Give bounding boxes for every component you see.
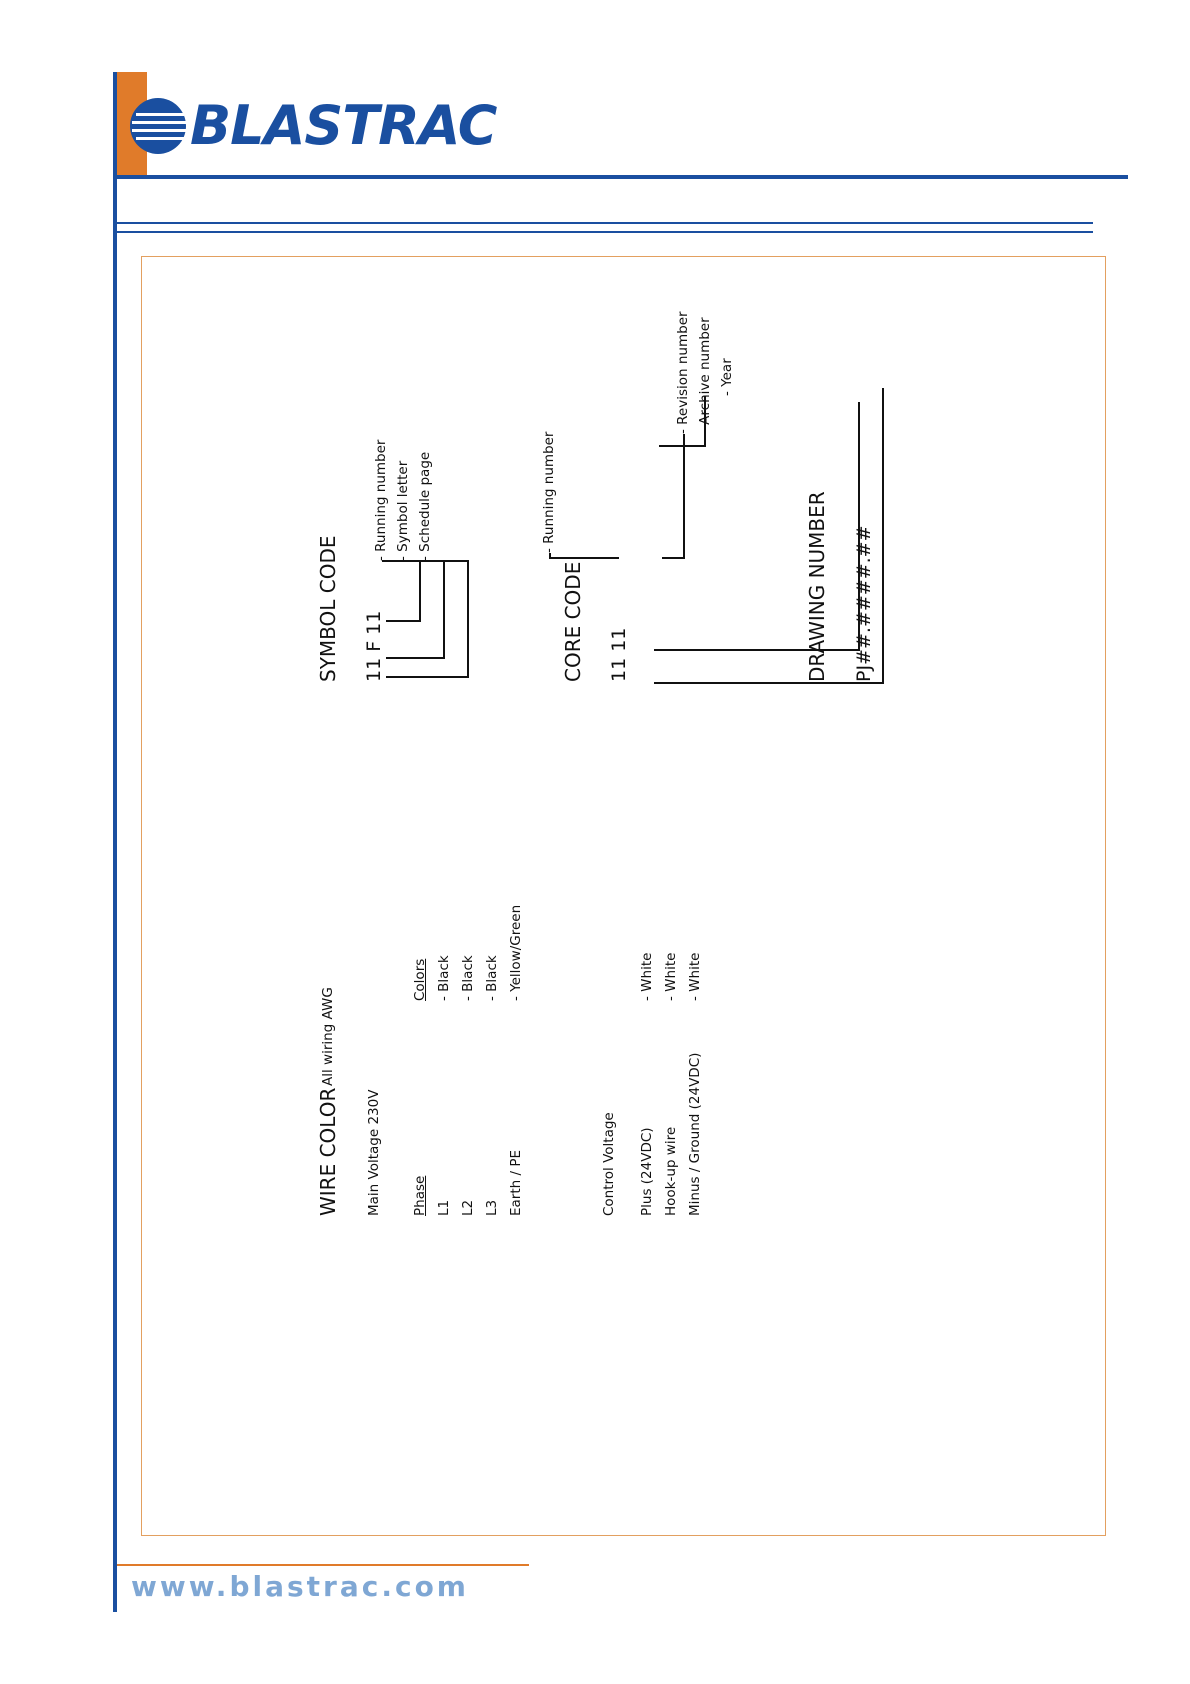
- symbol-code-leader-lines: [141, 256, 1106, 1536]
- color-earth: - Yellow/Green: [508, 904, 524, 1001]
- phase-l3: L3: [484, 1199, 500, 1216]
- drawing-label-archive: - Archive number: [697, 317, 713, 434]
- symbol-label-page: - Schedule page: [417, 451, 433, 561]
- drawing-label-year: - Year: [719, 358, 735, 396]
- rotated-legend-sheet: [141, 256, 1106, 1536]
- drawing-number-value: PJ##.####.##: [853, 525, 875, 682]
- control-voltage-label: Control Voltage: [601, 1112, 617, 1216]
- subheader-line-bottom: [113, 231, 1093, 233]
- symbol-code-title: SYMBOL CODE: [316, 535, 340, 682]
- color-l1: - Black: [436, 955, 452, 1001]
- footer-divider: [117, 1564, 529, 1566]
- control-minus-color: - White: [687, 952, 703, 1001]
- symbol-label-letter: - Symbol letter: [395, 460, 411, 561]
- drawing-label-revision: - Revision number: [675, 311, 691, 434]
- wire-color-title: WIRE COLOR: [316, 1087, 340, 1216]
- left-border-line: [113, 72, 117, 1612]
- colors-header: Colors: [412, 958, 428, 1001]
- main-voltage-label: Main Voltage 230V: [366, 1089, 382, 1216]
- core-label-running: - Running number: [541, 431, 557, 553]
- color-l3: - Black: [484, 955, 500, 1001]
- brand-logo-text: BLASTRAC: [190, 94, 497, 157]
- phase-earth: Earth / PE: [508, 1149, 524, 1216]
- header-divider: [113, 175, 1128, 179]
- drawing-number-title: DRAWING NUMBER: [805, 491, 829, 682]
- control-hookup-color: - White: [663, 952, 679, 1001]
- subheader-line-top: [113, 222, 1093, 224]
- phase-l2: L2: [460, 1199, 476, 1216]
- core-code-title: CORE CODE: [561, 561, 585, 682]
- control-plus: Plus (24VDC): [639, 1127, 655, 1216]
- control-minus: Minus / Ground (24VDC): [687, 1052, 703, 1216]
- core-code-value: 11 11: [608, 627, 630, 682]
- color-l2: - Black: [460, 955, 476, 1001]
- symbol-label-running: - Running number: [373, 439, 389, 561]
- control-hookup: Hook-up wire: [663, 1126, 679, 1216]
- globe-logo-icon: [128, 96, 188, 156]
- footer-website-link[interactable]: www.blastrac.com: [131, 1570, 469, 1603]
- control-plus-color: - White: [639, 952, 655, 1001]
- wire-color-note: All wiring AWG: [320, 987, 336, 1086]
- phase-header: Phase: [412, 1175, 428, 1216]
- phase-l1: L1: [436, 1199, 452, 1216]
- symbol-code-value: 11 F 11: [363, 610, 385, 682]
